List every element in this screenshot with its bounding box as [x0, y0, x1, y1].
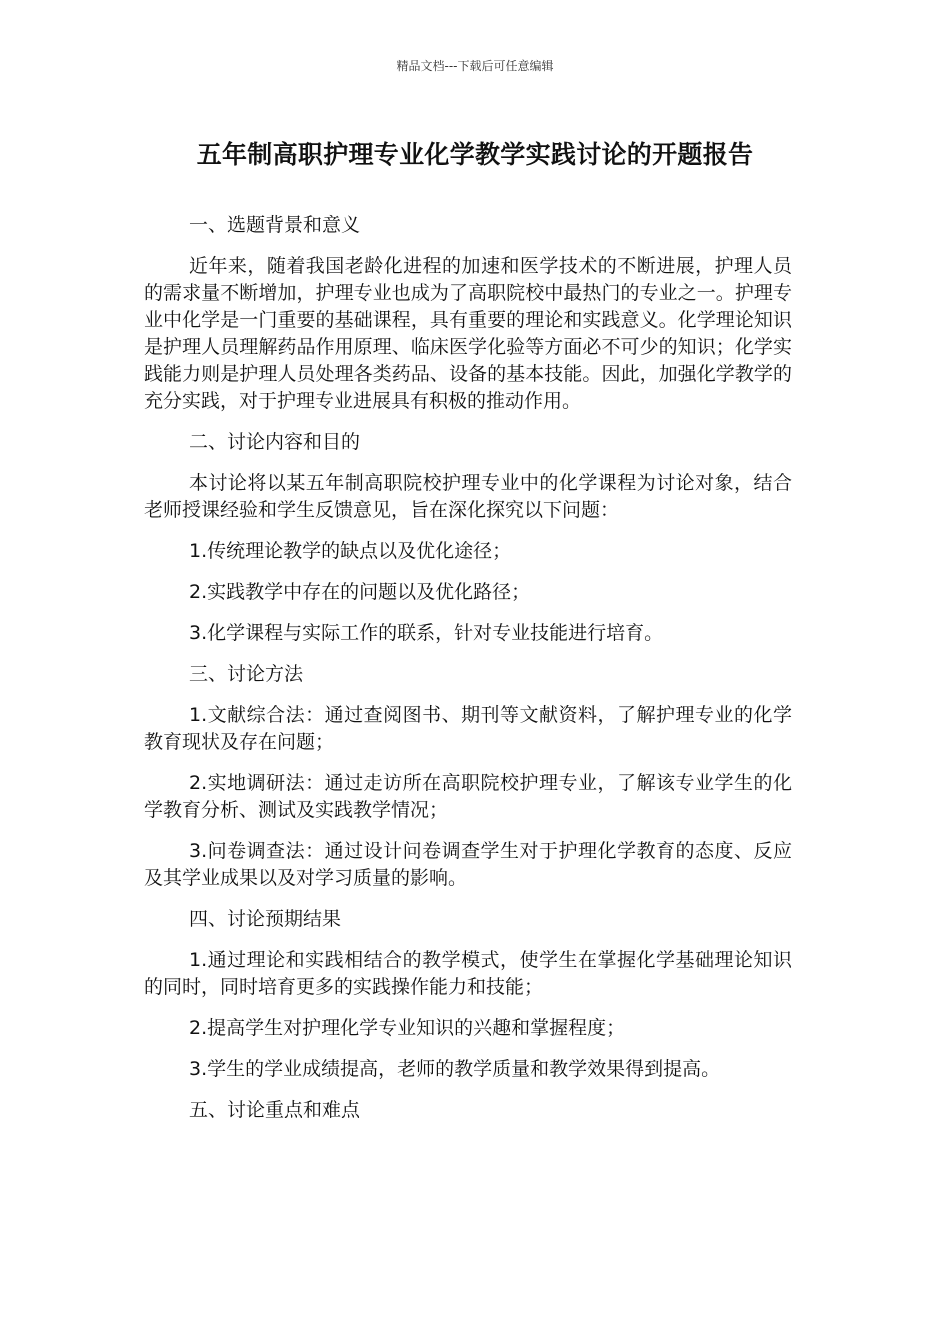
list-item-method-2: 2.实地调研法：通过走访所在高职院校护理专业，了解该专业学生的化学教育分析、测试及实践教学情况； [144, 772, 792, 821]
paragraph-content-intro: 本讨论将以某五年制高职院校护理专业中的化学课程为讨论对象，结合老师授课经验和学生反馈意见，旨在深化探究以下问题： [144, 472, 792, 521]
section-heading-results: 四、讨论预期结果 [189, 908, 342, 930]
list-item-content-2: 2.实践教学中存在的问题以及优化路径； [189, 581, 531, 603]
paragraph-background: 近年来，随着我国老龄化进程的加速和医学技术的不断进展，护理人员的需求量不断增加，护理专业也成为了高职院校中最热门的专业之一。护理专业中化学是一门重要的基础课程，具有重要的理论和实践意义。化学理论知识是护理人员理解药品作用原理、临床医学化验等方面必不可少的知识；化学实践能力则是护理人员处理各类药品、设备的基本技能。因此，加强化学教学的充分实践，对于护理专业进展具有积极的推动作用。 [144, 255, 792, 412]
section-heading-content: 二、讨论内容和目的 [189, 431, 361, 453]
list-item-content-3: 3.化学课程与实际工作的联系，针对专业技能进行培育。 [189, 622, 664, 644]
list-item-results-1: 1.通过理论和实践相结合的教学模式，使学生在掌握化学基础理论知识的同时，同时培育更多的实践操作能力和技能； [144, 949, 792, 998]
document-title: 五年制高职护理专业化学教学实践讨论的开题报告 [196, 140, 754, 169]
list-item-content-1: 1.传统理论教学的缺点以及优化途径； [189, 540, 512, 562]
document-body [144, 212, 792, 1138]
section-heading-background: 一、选题背景和意义 [189, 214, 361, 236]
page-header: 精品文档---下载后可任意编辑 [396, 59, 554, 73]
section-heading-key-points: 五、讨论重点和难点 [189, 1099, 361, 1121]
section-heading-method: 三、讨论方法 [189, 663, 304, 685]
list-item-method-3: 3.问卷调查法：通过设计问卷调查学生对于护理化学教育的态度、反应及其学业成果以及对学习质量的影响。 [144, 840, 792, 889]
list-item-results-2: 2.提高学生对护理化学专业知识的兴趣和掌握程度； [189, 1017, 626, 1039]
list-item-method-1: 1.文献综合法：通过查阅图书、期刊等文献资料，了解护理专业的化学教育现状及存在问题； [144, 704, 792, 753]
list-item-results-3: 3.学生的学业成绩提高，老师的教学质量和教学效果得到提高。 [189, 1058, 721, 1080]
